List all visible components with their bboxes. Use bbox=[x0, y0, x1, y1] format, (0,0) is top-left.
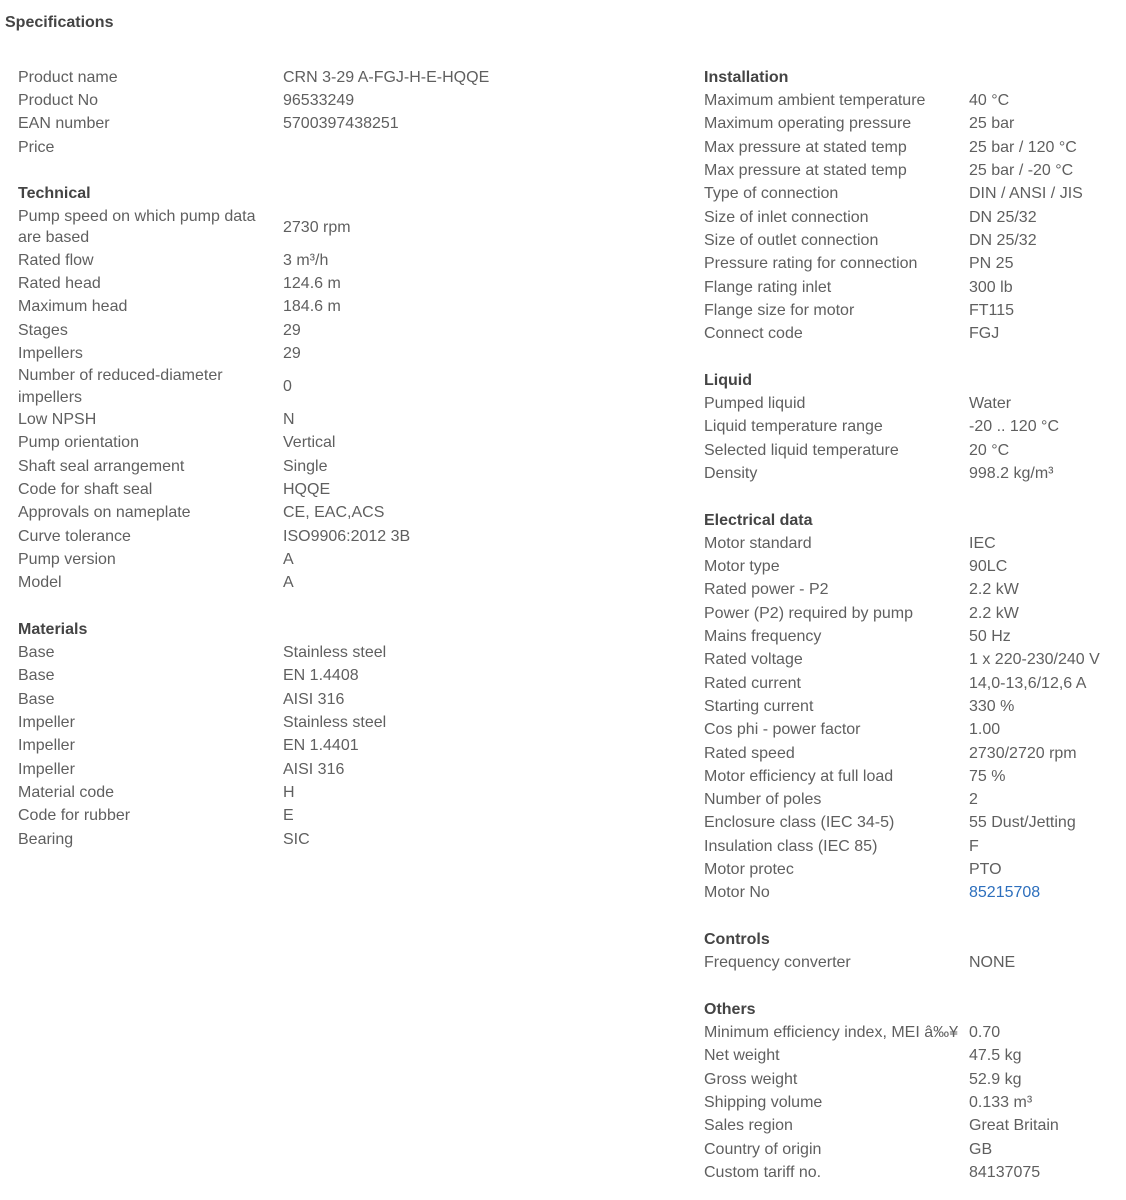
section-title: Electrical data bbox=[704, 511, 813, 529]
spec-value: 1 x 220-230/240 V bbox=[969, 651, 1100, 669]
spec-label: Pump orientation bbox=[18, 434, 139, 452]
spec-value: ISO9906:2012 3B bbox=[283, 527, 411, 545]
spec-value: 52.9 kg bbox=[969, 1070, 1022, 1088]
spec-label: Base bbox=[18, 644, 55, 662]
spec-value: 5700397438251 bbox=[283, 115, 399, 133]
spec-value: E bbox=[283, 807, 294, 825]
spec-row bbox=[704, 742, 1124, 765]
spec-label: Flange rating inlet bbox=[704, 278, 832, 296]
spec-row bbox=[704, 835, 1124, 858]
spec-label: Max pressure at stated temp bbox=[704, 162, 907, 180]
section-gap bbox=[18, 595, 578, 618]
section-title: Installation bbox=[704, 69, 789, 86]
spec-row bbox=[18, 548, 578, 571]
spec-row bbox=[18, 342, 578, 365]
spec-row bbox=[704, 812, 1124, 835]
spec-label: Motor type bbox=[704, 558, 780, 576]
spec-value: 40 °C bbox=[969, 92, 1010, 110]
spec-label: Starting current bbox=[704, 697, 814, 715]
spec-value: 2.2 kW bbox=[969, 581, 1019, 599]
spec-value: DN 25/32 bbox=[969, 231, 1037, 249]
spec-value: -20 .. 120 °C bbox=[969, 418, 1059, 436]
spec-value: FT115 bbox=[969, 301, 1015, 319]
section-title: Controls bbox=[704, 930, 770, 948]
spec-value: 29 bbox=[283, 344, 301, 362]
spec-row bbox=[704, 672, 1124, 695]
spec-label: Cos phi - power factor bbox=[704, 721, 861, 739]
section-title: Liquid bbox=[704, 371, 752, 389]
spec-row bbox=[18, 828, 578, 851]
spec-label: Impellers bbox=[18, 344, 83, 362]
spec-row bbox=[18, 711, 578, 734]
section-installation bbox=[704, 66, 1124, 346]
spec-label: Size of inlet connection bbox=[704, 208, 869, 226]
spec-row bbox=[704, 136, 1124, 159]
spec-label: Density bbox=[704, 464, 758, 482]
spec-label: Pumped liquid bbox=[704, 395, 806, 413]
spec-value: EN 1.4408 bbox=[283, 667, 359, 685]
spec-row bbox=[18, 89, 578, 112]
spec-label: Gross weight bbox=[704, 1070, 798, 1088]
spec-label: Impeller bbox=[18, 714, 75, 732]
spec-label: Approvals on nameplate bbox=[18, 504, 191, 522]
spec-row bbox=[704, 1044, 1124, 1067]
spec-value: PN 25 bbox=[969, 255, 1014, 273]
spec-label: Number of reduced-diameter impellers bbox=[18, 367, 223, 406]
spec-label: Custom tariff no. bbox=[704, 1163, 822, 1181]
spec-row bbox=[704, 276, 1124, 299]
spec-row bbox=[18, 432, 578, 455]
spec-row bbox=[704, 1138, 1124, 1161]
spec-label: Stages bbox=[18, 321, 68, 339]
spec-label: Motor standard bbox=[704, 534, 812, 552]
spec-value: 55 Dust/Jetting bbox=[969, 814, 1076, 832]
spec-label: Product No bbox=[18, 92, 99, 110]
spec-value: CRN 3-29 A-FGJ-H-E-HQQE bbox=[283, 68, 490, 86]
spec-value: H bbox=[283, 783, 295, 801]
spec-value: 2730/2720 rpm bbox=[969, 744, 1077, 762]
spec-label: Rated head bbox=[18, 274, 101, 292]
spec-label: Impeller bbox=[18, 760, 75, 778]
spec-value: F bbox=[969, 837, 979, 855]
spec-value: A bbox=[283, 550, 294, 568]
spec-value: A bbox=[283, 574, 294, 592]
spec-value: 75 % bbox=[969, 767, 1006, 785]
spec-value: 96533249 bbox=[283, 92, 355, 110]
spec-row bbox=[704, 113, 1124, 136]
spec-row bbox=[704, 555, 1124, 578]
spec-value: AISI 316 bbox=[283, 760, 345, 778]
spec-row bbox=[704, 1114, 1124, 1137]
spec-row bbox=[704, 625, 1124, 648]
spec-value: 0.70 bbox=[969, 1024, 1001, 1042]
spec-row bbox=[18, 272, 578, 295]
spec-label: Connect code bbox=[704, 325, 803, 343]
spec-value: 184.6 m bbox=[283, 298, 341, 316]
spec-row bbox=[704, 415, 1124, 438]
spec-row bbox=[18, 455, 578, 478]
spec-value: 998.2 kg/m³ bbox=[969, 464, 1054, 482]
spec-value: 29 bbox=[283, 321, 301, 339]
spec-label: Max pressure at stated temp bbox=[704, 138, 907, 156]
spec-label: Rated flow bbox=[18, 251, 94, 269]
section-title: Technical bbox=[18, 185, 91, 203]
spec-label: Maximum operating pressure bbox=[704, 115, 912, 133]
spec-label: Minimum efficiency index, MEI â‰¥ bbox=[704, 1024, 959, 1042]
spec-row bbox=[704, 695, 1124, 718]
spec-label: Rated power - P2 bbox=[704, 581, 829, 599]
spec-label: Size of outlet connection bbox=[704, 231, 879, 249]
spec-value: 124.6 m bbox=[283, 274, 341, 292]
spec-label: Enclosure class (IEC 34-5) bbox=[704, 814, 895, 832]
spec-value: 2730 rpm bbox=[283, 218, 351, 236]
spec-value: DN 25/32 bbox=[969, 208, 1037, 226]
spec-value: DIN / ANSI / JIS bbox=[969, 185, 1083, 203]
spec-value: 3 m³/h bbox=[283, 251, 329, 269]
spec-row bbox=[704, 788, 1124, 811]
spec-label: Price bbox=[18, 138, 55, 156]
spec-row bbox=[704, 951, 1124, 974]
section-electrical-data bbox=[704, 509, 1124, 905]
section-gap bbox=[704, 346, 1124, 369]
spec-row bbox=[18, 249, 578, 272]
spec-label: Motor No bbox=[704, 884, 770, 902]
spec-row bbox=[704, 532, 1124, 555]
spec-value: 2 bbox=[969, 791, 978, 809]
spec-row bbox=[18, 571, 578, 594]
section-gap bbox=[704, 485, 1124, 508]
spec-row bbox=[18, 113, 578, 136]
section-gap bbox=[704, 975, 1124, 998]
spec-label: Pump speed on which pump data are based bbox=[18, 207, 256, 247]
spec-label: Liquid temperature range bbox=[704, 418, 883, 436]
spec-row bbox=[18, 665, 578, 688]
spec-value: Water bbox=[969, 395, 1012, 413]
left-spec-column bbox=[18, 66, 578, 851]
spec-row bbox=[704, 182, 1124, 205]
spec-label: Pump version bbox=[18, 550, 116, 568]
spec-row bbox=[704, 1021, 1124, 1044]
section-liquid bbox=[704, 369, 1124, 485]
spec-label: Selected liquid temperature bbox=[704, 441, 899, 459]
spec-value: NONE bbox=[969, 954, 1016, 972]
spec-label: Base bbox=[18, 667, 55, 685]
spec-label: Insulation class (IEC 85) bbox=[704, 837, 878, 855]
spec-value: 90LC bbox=[969, 558, 1008, 576]
spec-value: Stainless steel bbox=[283, 714, 387, 732]
spec-row bbox=[704, 718, 1124, 741]
spec-value: 330 % bbox=[969, 697, 1015, 715]
spec-label: Flange size for motor bbox=[704, 301, 855, 319]
spec-value: FGJ bbox=[969, 325, 1000, 343]
spec-value: 25 bar / -20 °C bbox=[969, 162, 1074, 180]
spec-value: GB bbox=[969, 1140, 993, 1158]
spec-row bbox=[704, 1161, 1124, 1184]
spec-row bbox=[704, 602, 1124, 625]
spec-row bbox=[704, 322, 1124, 345]
spec-label: Bearing bbox=[18, 830, 74, 848]
spec-label: Code for shaft seal bbox=[18, 481, 153, 499]
spec-label: Sales region bbox=[704, 1117, 793, 1135]
spec-value: N bbox=[283, 411, 295, 429]
spec-label: Pressure rating for connection bbox=[704, 255, 918, 273]
spec-value: Great Britain bbox=[969, 1117, 1059, 1135]
spec-value: 0 bbox=[283, 378, 292, 396]
spec-value: Single bbox=[283, 457, 328, 475]
spec-label: Mains frequency bbox=[704, 628, 822, 646]
spec-row bbox=[18, 319, 578, 342]
spec-row bbox=[704, 648, 1124, 671]
spec-label: Shipping volume bbox=[704, 1093, 823, 1111]
spec-row bbox=[18, 688, 578, 711]
spec-row bbox=[18, 66, 578, 89]
spec-row bbox=[704, 881, 1124, 904]
spec-label: Rated current bbox=[704, 674, 801, 692]
spec-label: Material code bbox=[18, 783, 115, 801]
page-title: Specifications bbox=[5, 14, 114, 31]
spec-row bbox=[18, 641, 578, 664]
spec-value: Vertical bbox=[283, 434, 336, 452]
spec-row bbox=[18, 804, 578, 827]
spec-row bbox=[704, 229, 1124, 252]
spec-row bbox=[704, 765, 1124, 788]
spec-label: Shaft seal arrangement bbox=[18, 457, 185, 475]
spec-label: Model bbox=[18, 574, 62, 592]
spec-value: 25 bar / 120 °C bbox=[969, 138, 1077, 156]
spec-row bbox=[704, 1091, 1124, 1114]
spec-value-link[interactable]: 85215708 bbox=[969, 884, 1041, 902]
right-spec-column bbox=[704, 66, 1124, 1184]
spec-row bbox=[18, 478, 578, 501]
spec-value: 50 Hz bbox=[969, 628, 1011, 646]
spec-value: 14,0-13,6/12,6 A bbox=[969, 674, 1087, 692]
spec-label: Power (P2) required by pump bbox=[704, 604, 913, 622]
spec-row bbox=[18, 734, 578, 757]
spec-row bbox=[704, 252, 1124, 275]
spec-label: Code for rubber bbox=[18, 807, 131, 825]
spec-value: 1.00 bbox=[969, 721, 1001, 739]
spec-row bbox=[18, 501, 578, 524]
spec-row bbox=[704, 159, 1124, 182]
spec-row bbox=[18, 781, 578, 804]
spec-label: Type of connection bbox=[704, 185, 839, 203]
spec-label: Impeller bbox=[18, 737, 75, 755]
spec-value: 25 bar bbox=[969, 115, 1015, 133]
section-title: Materials bbox=[18, 620, 88, 638]
spec-value: IEC bbox=[969, 534, 996, 552]
spec-row bbox=[704, 89, 1124, 112]
section-title: Others bbox=[704, 1000, 756, 1018]
spec-row bbox=[704, 392, 1124, 415]
spec-row bbox=[704, 206, 1124, 229]
spec-row bbox=[704, 299, 1124, 322]
spec-label: Rated speed bbox=[704, 744, 795, 762]
section-controls bbox=[704, 928, 1124, 975]
spec-label: Base bbox=[18, 690, 55, 708]
spec-label: Net weight bbox=[704, 1047, 780, 1065]
spec-row bbox=[704, 462, 1124, 485]
spec-row bbox=[704, 439, 1124, 462]
spec-value: 84137075 bbox=[969, 1163, 1041, 1181]
section-gap bbox=[704, 905, 1124, 928]
spec-row bbox=[18, 758, 578, 781]
spec-value: 0.133 m³ bbox=[969, 1093, 1033, 1111]
spec-row bbox=[18, 365, 578, 408]
spec-label: Curve tolerance bbox=[18, 527, 131, 545]
spec-row bbox=[18, 408, 578, 431]
spec-label: Number of poles bbox=[704, 791, 822, 809]
spec-value: PTO bbox=[969, 860, 1002, 878]
spec-label: Frequency converter bbox=[704, 954, 851, 972]
spec-row bbox=[18, 206, 578, 249]
section-others bbox=[704, 998, 1124, 1184]
spec-label: Low NPSH bbox=[18, 411, 97, 429]
section-general bbox=[18, 66, 578, 159]
spec-label: Motor protec bbox=[704, 860, 794, 878]
section-technical bbox=[18, 182, 578, 594]
spec-value: AISI 316 bbox=[283, 690, 345, 708]
spec-row bbox=[18, 136, 578, 159]
spec-row bbox=[704, 1068, 1124, 1091]
spec-label: EAN number bbox=[18, 115, 110, 133]
spec-label: Maximum head bbox=[18, 298, 128, 316]
spec-value: HQQE bbox=[283, 481, 331, 499]
spec-label: Product name bbox=[18, 68, 118, 86]
spec-row bbox=[704, 858, 1124, 881]
spec-value: EN 1.4401 bbox=[283, 737, 359, 755]
spec-value: 2.2 kW bbox=[969, 604, 1019, 622]
section-gap bbox=[18, 159, 578, 182]
spec-label: Motor efficiency at full load bbox=[704, 767, 894, 785]
spec-value: SIC bbox=[283, 830, 310, 848]
spec-value: CE, EAC,ACS bbox=[283, 504, 385, 522]
spec-value: 47.5 kg bbox=[969, 1047, 1022, 1065]
spec-label: Maximum ambient temperature bbox=[704, 92, 926, 110]
spec-value: 20 °C bbox=[969, 441, 1010, 459]
spec-label: Rated voltage bbox=[704, 651, 803, 669]
spec-value: 300 lb bbox=[969, 278, 1013, 296]
section-materials bbox=[18, 618, 578, 851]
spec-row bbox=[704, 579, 1124, 602]
spec-label: Country of origin bbox=[704, 1140, 822, 1158]
spec-row bbox=[18, 295, 578, 318]
spec-row bbox=[18, 525, 578, 548]
spec-value: Stainless steel bbox=[283, 644, 387, 662]
